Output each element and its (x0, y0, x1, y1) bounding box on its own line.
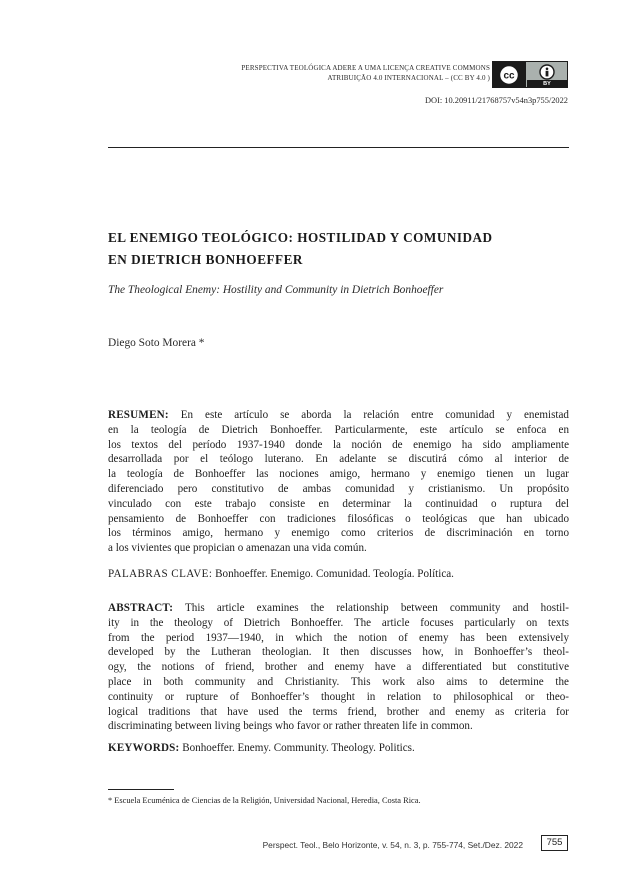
badge-by-label: BY (543, 81, 551, 87)
keywords (108, 741, 569, 756)
resumen-line: la teología de Bonhoeffer las nociones amigo, hermano y enemigo tienen un lugar (108, 468, 569, 481)
keywords-text: Bonhoeffer. Enemy. Community. Theology. Politics. (182, 742, 415, 754)
abstract-line: ogy, the notions of friend, brother and enemy have a differentiated but constitutive (108, 661, 569, 674)
article-subtitle: The Theological Enemy: Hostility and Community in Dietrich Bonhoeffer (108, 284, 444, 296)
keywords-label: KEYWORDS: (108, 742, 180, 754)
palabras-clave-line (108, 567, 569, 582)
resumen-line: vinculado con este trabajo consiste en determinar la continuidad o ruptura del (108, 497, 569, 510)
article-author: Diego Soto Morera * (108, 337, 205, 349)
resumen-label: RESUMEN: (108, 409, 169, 421)
palabras-clave-text: Bonhoeffer. Enemigo. Comunidad. Teología. Política. (215, 568, 454, 580)
palabras-clave-label: PALABRAS CLAVE: (108, 568, 213, 580)
resumen-line: los términos amigo, hermano y enemigo como criterios de discriminación en torno (108, 527, 569, 540)
abstract-line: logical traditions that have used the terms friend, brother and enemy as criteria for (108, 705, 569, 718)
journal-citation: Perspect. Teol., Belo Horizonte, v. 54, n. 3, p. 755-774, Set./Dez. 2022 (262, 840, 523, 850)
abstract-line: ity in the theology of Dietrich Bonhoeffer. The article focuses particularly on texts (108, 616, 569, 629)
license-notice (160, 64, 490, 83)
resumen-line-text: En este artículo se aborda la relación entre comunidad y enemistad (180, 409, 569, 421)
resumen-line (108, 408, 569, 423)
header-divider (108, 147, 569, 148)
license-line-1: PERSPECTIVA TEOLÓGICA ADERE A UMA LICENÇA CREATIVE COMMONS (241, 64, 490, 72)
abstract-line: place in both community and Christianity. This work also aims to determine the (108, 675, 569, 688)
resumen-line: diferenciado pero constitutivo de ambas comunidad y cristianismo. Un propósito (108, 482, 569, 495)
abstract-paragraph (108, 601, 569, 734)
resumen-line: desarrollada por el teólogo luterano. En adelante se discutirá cómo al interior de (108, 453, 569, 466)
license-line-2: ATRIBUIÇÃO 4.0 INTERNACIONAL – (CC BY 4.0 ) (327, 73, 490, 82)
resumen-line: en la teología de Dietrich Bonhoeffer. Particularmente, este artículo se enfoca en (108, 423, 569, 436)
palabras-clave (108, 567, 569, 582)
title-line-2: EN DIETRICH BONHOEFFER (108, 252, 303, 267)
cc-by-badge[interactable] (492, 61, 568, 88)
resumen-line: pensamiento de Bonhoeffer con tradiciones filosóficas o teológicas que han ubicado (108, 512, 569, 525)
attribution-person-head (546, 68, 549, 71)
attribution-person-body (546, 71, 549, 77)
abstract-line: continuity or rupture of Bonhoeffer’s thought in relation to philosophical or theo- (108, 690, 569, 703)
abstract-label: ABSTRACT: (108, 602, 174, 614)
cc-logo-text: cc (503, 70, 515, 82)
keywords-line (108, 741, 569, 756)
resumen-paragraph (108, 408, 569, 556)
abstract-line: discriminating between living beings who favor or rather threaten life in common. (108, 720, 473, 733)
title-line-1: EL ENEMIGO TEOLÓGICO: HOSTILIDAD Y COMUNIDAD (108, 230, 493, 245)
abstract-line: developed by the Lutheran theologian. It then discusses how, in Bonhoeffer’s theol- (108, 646, 569, 659)
footnote-divider (108, 789, 174, 790)
doi-link[interactable]: DOI: 10.20911/21768757v54n3p755/2022 (425, 96, 568, 105)
article-title (108, 227, 569, 271)
abstract-line-text: This article examines the relationship between community and hostil- (185, 602, 570, 614)
resumen-line: los textos del período 1937-1940 donde la noción de enemigo ha sido ampliamente (108, 438, 569, 451)
resumen-line: a los vivientes que propician o amenazan una vida común. (108, 542, 367, 555)
abstract-line (108, 601, 569, 616)
author-affiliation-footnote: * Escuela Ecuménica de Ciencias de la Religión, Universidad Nacional, Heredia, Costa Rica. (108, 796, 421, 805)
abstract-line: from the period 1937—1940, in which the notion of enemy has been extensively (108, 631, 569, 644)
page-number: 755 (541, 835, 568, 851)
